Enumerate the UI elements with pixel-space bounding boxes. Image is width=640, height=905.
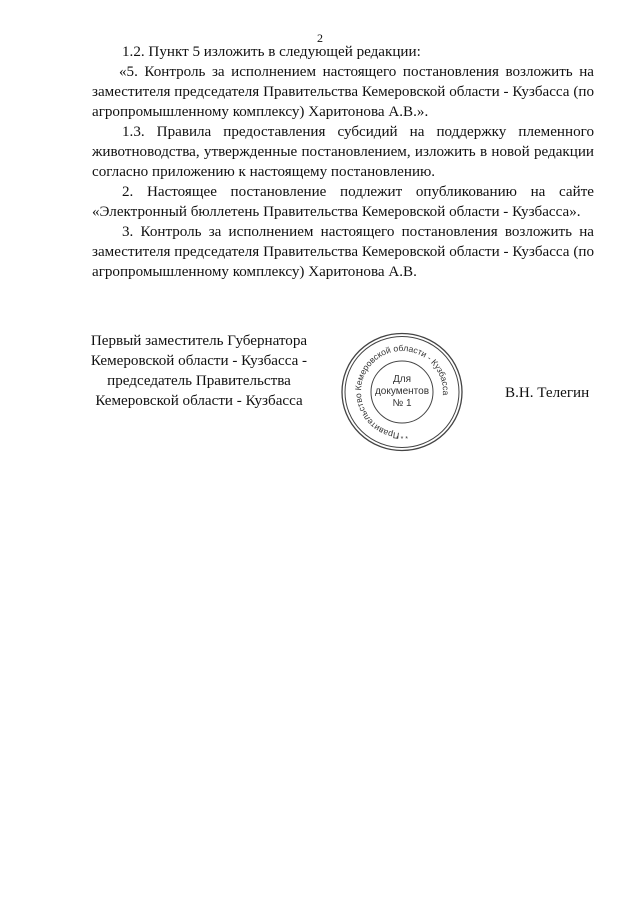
signatory-title-line: председатель Правительства [107, 373, 291, 389]
stamp-center-line: № 1 [392, 398, 412, 409]
paragraph-3: 3. Контроль за исполнением настоящего постановления возложить на заместителя председателя Правительства Кемеровской области - Кузбасса (по агропромышленному комплексу) Харитонова А.В. [92, 224, 594, 280]
document-body [92, 42, 594, 282]
paragraph-quote-5: «5. Контроль за исполнением настоящего постановления возложить на заместителя председателя Правительства Кемеровской области - Кузбасса (по агропромышленному комплексу) Харитонова А.В.». [92, 64, 594, 120]
signatory-title-line: Первый заместитель Губернатора [90, 333, 308, 349]
signatory-title [86, 331, 312, 411]
signatory-name: В.Н. Телегин [505, 385, 590, 401]
paragraph-1-3: 1.3. Правила предоставления субсидий на поддержку племенного животноводства, утвержденные постановлением, изложить в новой редакции согласно приложению к настоящему постановлению. [92, 124, 594, 180]
stamp-center-line: Для [392, 374, 412, 385]
stamp-stars: * * * [395, 436, 409, 443]
paragraph-1-2: 1.2. Пункт 5 изложить в следующей редакции: [122, 44, 421, 60]
page-number: 2 [317, 31, 323, 45]
official-stamp [339, 330, 465, 454]
stamp-ring-text: Правительство Кемеровской области - Кузбасса [352, 342, 452, 441]
paragraph-2: 2. Настоящее постановление подлежит опубликованию на сайте «Электронный бюллетень Правительства Кемеровской области - Кузбасса». [92, 184, 594, 220]
stamp-center-line: документов [374, 386, 430, 397]
signatory-title-line: Кемеровской области - Кузбасса - [90, 353, 308, 369]
signatory-title-line: Кемеровской области - Кузбасса [95, 393, 303, 409]
